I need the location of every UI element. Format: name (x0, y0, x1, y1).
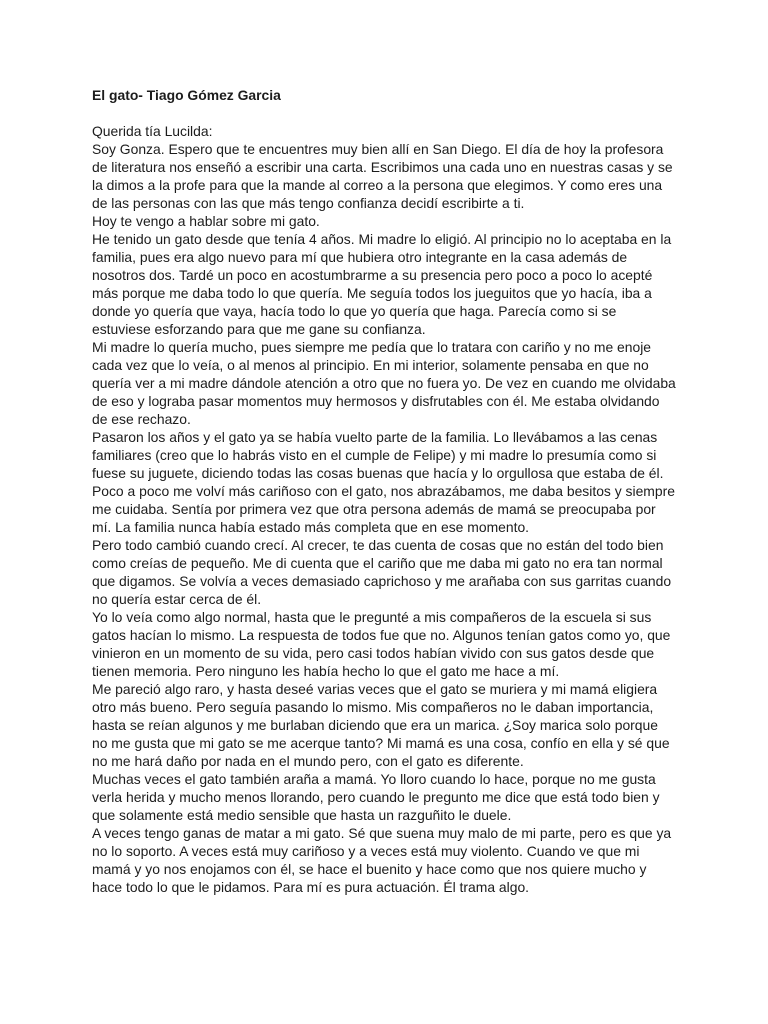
paragraph: Pero todo cambió cuando crecí. Al crecer, te das cuenta de cosas que no están del todo bien como creías de pequeño. Me di cuenta que el cariño que me daba mi gato no era tan normal que digamos. Se volvía a veces demasiado caprichoso y me arañaba con sus garritas cuando no quería estar cerca de él. (92, 537, 672, 607)
paragraph: Muchas veces el gato también araña a mamá. Yo lloro cuando lo hace, porque no me gusta verla herida y mucho menos llorando, pero cuando le pregunto me dice que está todo bien y que solamente está medio sensible que hasta un razguñito le duele. (92, 771, 660, 823)
document-title: El gato- Tiago Gómez Garcia (92, 87, 281, 103)
paragraph: Pasaron los años y el gato ya se había vuelto parte de la familia. Lo llevábamos a las cenas familiares (creo que lo habrás visto en el cumple de Felipe) y mi madre lo presumía como si fuese su juguete, diciendo todas las cosas buenas que hacía y lo orgullosa que estaba de él. (92, 429, 664, 481)
paragraph: Poco a poco me volví más cariñoso con el gato, nos abrazábamos, me daba besitos y siempre me cuidaba. Sentía por primera vez que otra persona además de mamá se preocupaba por mí. La familia nunca había estado más completa que en ese momento. (92, 483, 675, 535)
paragraph: Hoy te vengo a hablar sobre mi gato. (92, 213, 320, 229)
paragraph: He tenido un gato desde que tenía 4 años. Mi madre lo eligió. Al principio no lo aceptaba en la familia, pues era algo nuevo para mí que hubiera otro integrante en la casa además de nosotros dos. Tardé un poco en acostumbrarme a su presencia pero poco a poco lo acepté más porque me daba todo lo que quería. Me seguía todos los jueguitos que yo hacía, iba a donde yo quería que vaya, hacía todo lo que yo quería que haga. Parecía como si se estuviese esforzando para que me gane su confianza. (92, 231, 672, 337)
letter-greeting: Querida tía Lucilda: (92, 123, 213, 139)
letter-body (92, 140, 676, 896)
paragraph: Me pareció algo raro, y hasta deseé varias veces que el gato se muriera y mi mamá eligiera otro más bueno. Pero seguía pasando lo mismo. Mis compañeros no le daban importancia, hasta se reían algunos y me burlaban diciendo que era un marica. ¿Soy marica solo porque no me gusta que mi gato se me acerque tanto? Mi mamá es una cosa, confío en ella y sé que no me hará daño por nada en el mundo pero, con el gato es diferente. (92, 681, 670, 769)
paragraph: Soy Gonza. Espero que te encuentres muy bien allí en San Diego. El día de hoy la profesora de literatura nos enseñó a escribir una carta. Escribimos una cada uno en nuestras casas y se la dimos a la profe para que la mande al correo a la persona que elegimos. Y como eres una de las personas con las que más tengo confianza decidí escribirte a ti. (92, 141, 673, 211)
paragraph: Mi madre lo quería mucho, pues siempre me pedía que lo tratara con cariño y no me enoje cada vez que lo veía, o al menos al principio. En mi interior, solamente pensaba en que no quería ver a mi madre dándole atención a otro que no fuera yo. De vez en cuando me olvidaba de eso y lograba pasar momentos muy hermosos y disfrutables con él. Me estaba olvidando de ese rechazo. (92, 339, 676, 427)
paragraph: A veces tengo ganas de matar a mi gato. Sé que suena muy malo de mi parte, pero es que ya no lo soporto. A veces está muy cariñoso y a veces está muy violento. Cuando ve que mi mamá y yo nos enojamos con él, se hace el buenito y hace como que nos quiere mucho y hace todo lo que le pidamos. Para mí es pura actuación. Él trama algo. (92, 825, 672, 895)
document-page (92, 86, 676, 896)
paragraph: Yo lo veía como algo normal, hasta que le pregunté a mis compañeros de la escuela si sus gatos hacían lo mismo. La respuesta de todos fue que no. Algunos tenían gatos como yo, que vinieron en un momento de su vida, pero casi todos habían vivido con sus gatos desde que tienen memoria. Pero ninguno les había hecho lo que el gato me hace a mí. (92, 609, 671, 679)
